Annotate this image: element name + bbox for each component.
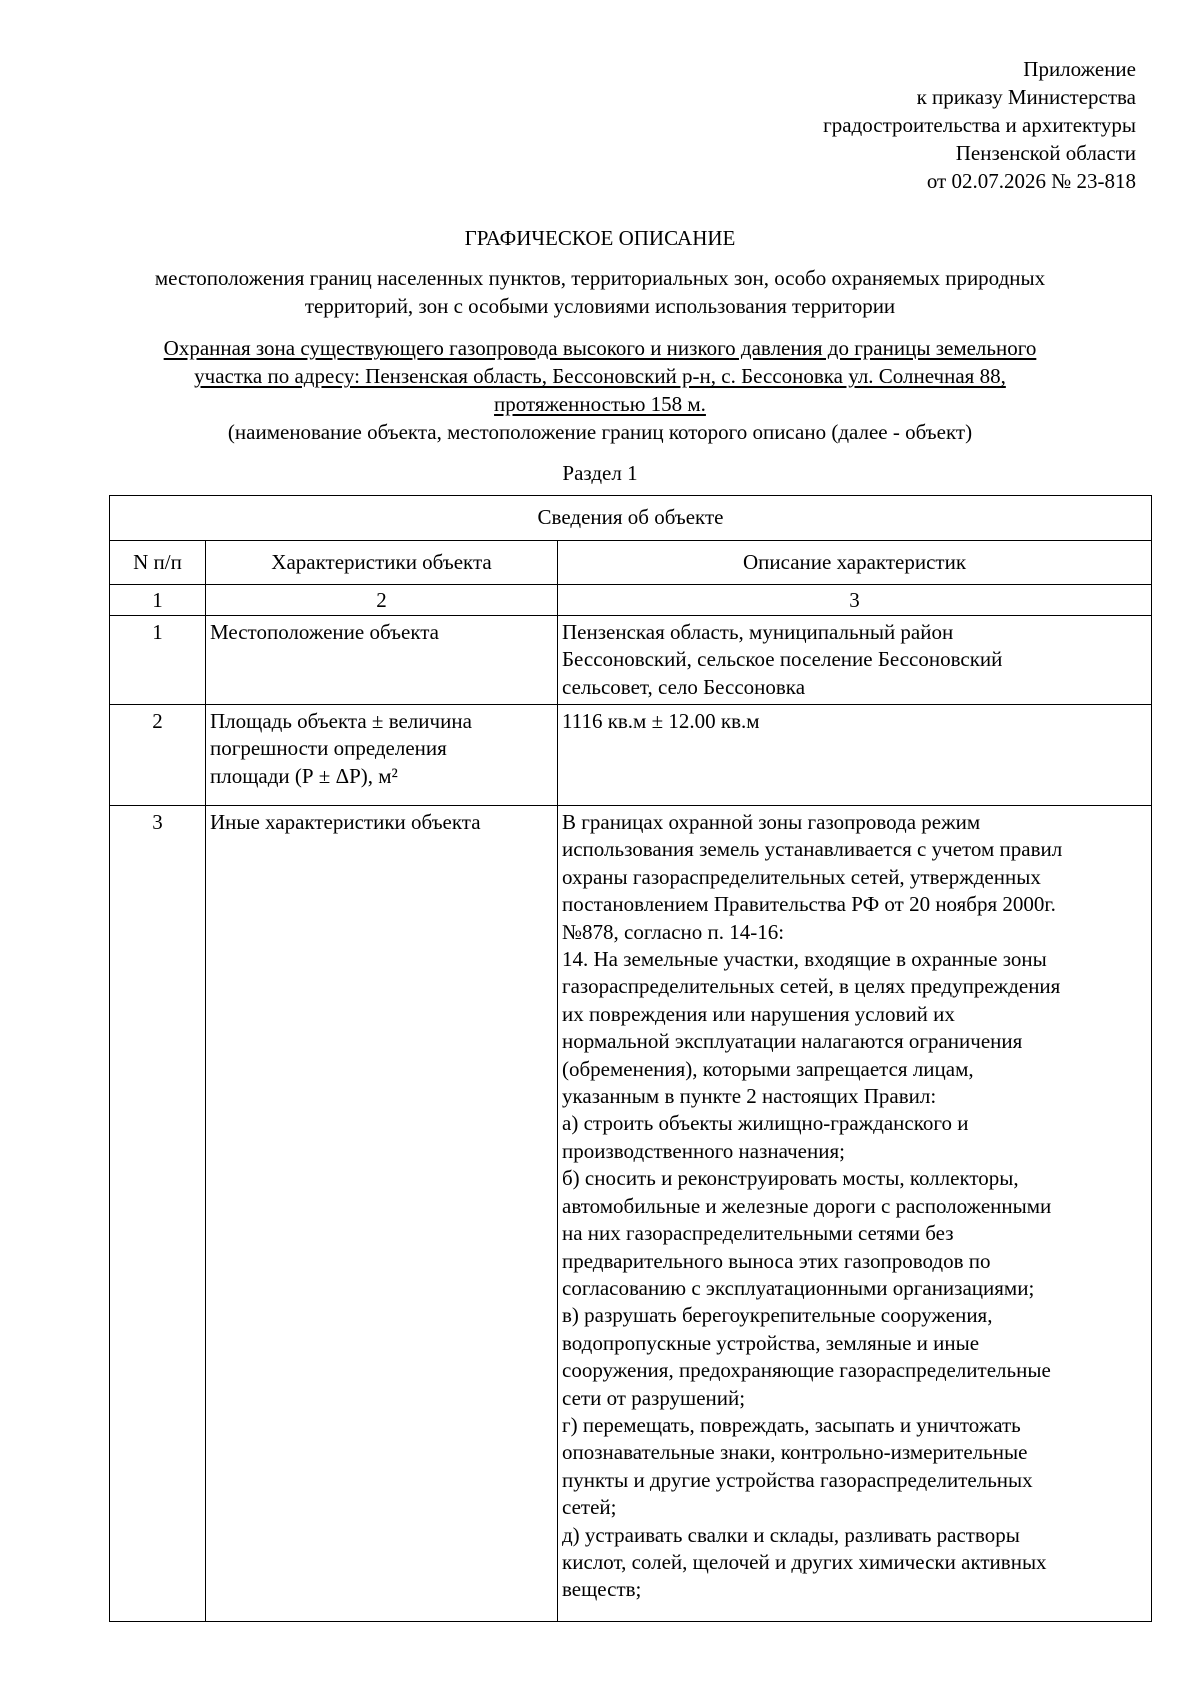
appendix-line: градостроительства и архитектуры [823,113,1136,137]
row-description [558,705,1152,806]
text-line: сельсовет, село Бессоновка [562,674,806,699]
table-caption-row [110,496,1152,541]
text-line: б) сносить и реконструировать мосты, коллекторы, [562,1166,1019,1191]
section-heading: Раздел 1 [562,461,638,485]
subtitle-line: территорий, зон с особыми условиями использования территории [304,294,896,318]
text-line: веществ; [562,1577,642,1602]
subtitle-line: местоположения границ населенных пунктов, территориальных зон, особо охраняемых природных [154,266,1046,290]
text-line: а) строить объекты жилищно-гражданского и [562,1111,969,1136]
appendix-line: от 02.07.2026 № 23-818 [926,169,1136,193]
text-line: согласованию с эксплуатационными организациями; [562,1275,1035,1300]
header-number: N п/п [110,541,206,585]
row-characteristic [206,616,558,705]
table-row [110,806,1152,1622]
text-line: постановлением Правительства РФ от 20 ноября 2000г. [562,892,1056,917]
text-line: Бессоновский, сельское поселение Бессоновский [562,647,1003,672]
header-characteristic: Характеристики объекта [206,541,558,585]
table-header-row [110,541,1152,585]
text-line: Пензенская область, муниципальный район [562,620,954,644]
text-line: сооружения, предохраняющие газораспределительные [562,1358,1051,1383]
table-caption: Сведения об объекте [110,496,1152,541]
text-line: (обременения), которыми запрещается лицам, [562,1056,974,1081]
appendix-block [536,55,1136,195]
object-info-table [109,495,1152,1622]
appendix-line: Пензенской области [955,141,1136,165]
text-line: Площадь объекта ± величина [210,709,472,733]
text-line: сетей; [562,1495,617,1520]
text-line: использования земель устанавливается с учетом правил [562,837,1063,862]
text-line: сети от разрушений; [562,1385,746,1410]
text-line: 14. На земельные участки, входящие в охранные зоны [562,947,1047,972]
document-subtitle [100,264,1100,320]
row-number: 1 [110,616,206,705]
table-row [110,616,1152,705]
object-name-line: Охранная зона существующего газопровода высокого и низкого давления до границы земельного [163,336,1037,360]
document-title: ГРАФИЧЕСКОЕ ОПИСАНИЕ [464,226,736,250]
object-name-note: (наименование объекта, местоположение границ которого описано (далее - объект) [227,420,973,444]
row-description [558,806,1152,1622]
text-line: В границах охранной зоны газопровода режим [562,810,981,834]
row-characteristic [206,806,558,1622]
text-line: газораспределительных сетей, в целях предупреждения [562,974,1061,999]
object-name-line: участка по адресу: Пензенская область, Бессоновский р-н, с. Бессоновка ул. Солнечная 88, [194,364,1006,388]
text-line: производственного назначения; [562,1138,845,1163]
text-line: 1116 кв.м ± 12.00 кв.м [562,709,760,733]
text-line: предварительного выноса этих газопроводов по [562,1248,991,1273]
text-line: в) разрушать берегоукрепительные сооружения, [562,1303,993,1328]
text-line: г) перемещать, повреждать, засыпать и уничтожать [562,1412,1021,1437]
row-number: 2 [110,705,206,806]
text-line: охраны газораспределительных сетей, утвержденных [562,864,1041,889]
text-line: на них газораспределительными сетями без [562,1221,954,1246]
text-line: нормальной эксплуатации налагаются ограничения [562,1029,1023,1054]
text-line: Иные характеристики объекта [210,810,481,834]
table-row [110,705,1152,806]
object-name-block [90,334,1110,446]
header-description: Описание характеристик [558,541,1152,585]
text-line: погрешности определения [210,736,447,761]
text-line: автомобильные и железные дороги с расположенными [562,1193,1052,1218]
column-number: 1 [110,585,206,616]
row-characteristic [206,705,558,806]
appendix-line: к приказу Министерства [916,85,1136,109]
row-description [558,616,1152,705]
column-number: 3 [558,585,1152,616]
text-line: площади (Р ± ΔР), м² [210,763,398,788]
column-number-row [110,585,1152,616]
text-line: кислот, солей, щелочей и других химически активных [562,1549,1047,1574]
text-line: опознавательные знаки, контрольно-измерительные [562,1440,1028,1465]
text-line: №878, согласно п. 14-16: [562,919,785,944]
appendix-line: Приложение [1023,57,1136,81]
text-line: водопропускные устройства, земляные и иные [562,1330,980,1355]
text-line: пункты и другие устройства газораспределительных [562,1467,1033,1492]
text-line: их повреждения или нарушения условий их [562,1001,955,1026]
column-number: 2 [206,585,558,616]
text-line: Местоположение объекта [210,620,440,644]
object-name-line: протяженностью 158 м. [494,392,706,416]
row-number: 3 [110,806,206,1622]
text-line: указанным в пункте 2 настоящих Правил: [562,1084,937,1109]
text-line: д) устраивать свалки и склады, разливать растворы [562,1522,1020,1547]
